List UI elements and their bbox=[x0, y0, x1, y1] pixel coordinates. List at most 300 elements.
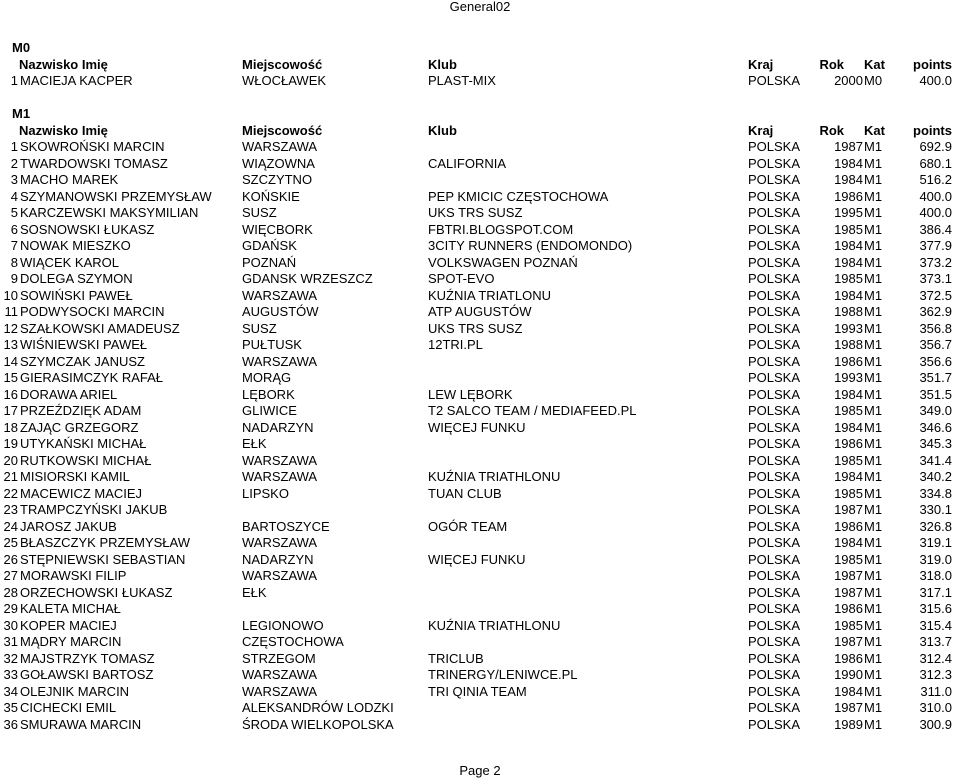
cell-club: TRINERGY/LENIWCE.PL bbox=[428, 667, 578, 682]
cell-city: LIPSKO bbox=[242, 485, 289, 501]
table-row bbox=[0, 205, 960, 222]
cell-club: OGÓR TEAM bbox=[428, 518, 508, 534]
cell-country: POLSKA bbox=[748, 221, 801, 237]
cell-name: SZYMANOWSKI PRZEMYSŁAW bbox=[20, 188, 212, 204]
cell-name: SOSNOWSKI ŁUKASZ bbox=[20, 221, 155, 237]
cell-name: NOWAK MIESZKO bbox=[20, 238, 131, 253]
cell-name: MACEWICZ MACIEJ bbox=[20, 485, 143, 501]
cell-city: WARSZAWA bbox=[242, 535, 318, 550]
table-row bbox=[0, 717, 960, 734]
cell-rank: 2 bbox=[10, 155, 18, 171]
cell-club: VOLKSWAGEN POZNAŃ bbox=[428, 254, 578, 270]
cell-club: UKS TRS SUSZ bbox=[428, 320, 523, 336]
cell-points: 311.0 bbox=[920, 683, 952, 699]
table-row bbox=[0, 288, 960, 305]
cell-name: KOPER MACIEJ bbox=[20, 617, 117, 633]
cell-rank: 20 bbox=[3, 452, 18, 468]
cell-year: 1990 bbox=[834, 667, 863, 682]
cell-country: POLSKA bbox=[748, 188, 801, 204]
cell-country: POLSKA bbox=[748, 568, 801, 583]
cell-city: PUŁTUSK bbox=[242, 337, 302, 352]
cell-rank: 33 bbox=[3, 667, 18, 682]
cell-points: 315.6 bbox=[919, 601, 952, 616]
cell-points: 346.6 bbox=[919, 419, 952, 435]
cell-points: 349.0 bbox=[919, 403, 952, 418]
cell-points: 356.6 bbox=[919, 353, 952, 369]
cell-year: 1985 bbox=[834, 452, 863, 468]
cell-city: GDANSK WRZESZCZ bbox=[242, 271, 373, 286]
cell-city: WŁOCŁAWEK bbox=[242, 73, 327, 88]
cell-rank: 6 bbox=[10, 221, 18, 237]
cell-category: M1 bbox=[864, 403, 883, 418]
cell-club: WIĘCEJ FUNKU bbox=[428, 419, 526, 435]
cell-category: M1 bbox=[864, 452, 883, 468]
cell-name: MACIEJA KACPER bbox=[20, 73, 133, 88]
cell-country: POLSKA bbox=[748, 518, 801, 534]
cell-country: POLSKA bbox=[748, 73, 801, 88]
cell-rank: 5 bbox=[10, 205, 18, 220]
cell-year: 1985 bbox=[834, 221, 863, 237]
cell-rank: 23 bbox=[3, 502, 18, 517]
cell-rank: 14 bbox=[3, 353, 18, 369]
cell-category: M1 bbox=[864, 683, 883, 699]
cell-rank: 9 bbox=[10, 271, 18, 286]
cell-country: POLSKA bbox=[748, 337, 801, 352]
cell-name: SZAŁKOWSKI AMADEUSZ bbox=[20, 320, 180, 336]
cell-points: 373.2 bbox=[919, 254, 952, 270]
cell-club: WIĘCEJ FUNKU bbox=[428, 551, 526, 567]
table-row bbox=[0, 420, 960, 437]
cell-country: POLSKA bbox=[748, 238, 801, 253]
cell-city: SUSZ bbox=[242, 320, 277, 336]
cell-rank: 32 bbox=[3, 650, 18, 666]
cell-club: LEW LĘBORK bbox=[428, 386, 513, 402]
cell-category: M1 bbox=[864, 436, 883, 451]
table-row bbox=[0, 502, 960, 519]
cell-country: POLSKA bbox=[748, 370, 801, 385]
cell-city: LEGIONOWO bbox=[242, 617, 324, 633]
cell-name: ZAJĄC GRZEGORZ bbox=[20, 419, 139, 435]
cell-points: 373.1 bbox=[919, 271, 952, 286]
cell-country: POLSKA bbox=[748, 584, 801, 600]
table-row bbox=[0, 568, 960, 585]
cell-city: WARSZAWA bbox=[242, 353, 318, 369]
cell-points: 317.1 bbox=[919, 584, 952, 600]
cell-year: 1987 bbox=[834, 634, 863, 649]
cell-category: M1 bbox=[864, 601, 883, 616]
document-title: General02 bbox=[449, 0, 511, 14]
cell-year: 1985 bbox=[834, 271, 863, 286]
cell-category: M1 bbox=[864, 469, 883, 484]
table-row bbox=[0, 486, 960, 503]
cell-name: WIĄCEK KAROL bbox=[20, 254, 119, 270]
cell-category: M1 bbox=[864, 320, 883, 336]
cell-rank: 25 bbox=[3, 535, 18, 550]
cell-points: 312.3 bbox=[919, 667, 952, 682]
cell-year: 1984 bbox=[834, 155, 863, 171]
cell-rank: 19 bbox=[3, 436, 18, 451]
cell-points: 680.1 bbox=[919, 155, 952, 171]
cell-rank: 11 bbox=[4, 304, 18, 319]
cell-points: 313.7 bbox=[919, 634, 952, 649]
cell-country: POLSKA bbox=[748, 287, 801, 303]
table-row bbox=[0, 321, 960, 338]
cell-category: M1 bbox=[864, 238, 883, 253]
cell-city: WARSZAWA bbox=[242, 683, 318, 699]
table-row bbox=[0, 73, 960, 90]
cell-category: M1 bbox=[864, 205, 883, 220]
cell-category: M1 bbox=[864, 271, 883, 286]
cell-name: MAJSTRZYK TOMASZ bbox=[20, 650, 155, 666]
cell-year: 1984 bbox=[834, 419, 863, 435]
cell-year: 1986 bbox=[834, 518, 863, 534]
cell-points: 351.5 bbox=[919, 386, 952, 402]
column-header-club: Klub bbox=[428, 122, 457, 138]
table-row bbox=[0, 370, 960, 387]
cell-rank: 21 bbox=[3, 469, 18, 484]
cell-rank: 24 bbox=[3, 518, 18, 534]
section-title: M1 bbox=[12, 106, 31, 121]
table-row bbox=[0, 469, 960, 486]
cell-club: KUŹNIA TRIATLONU bbox=[428, 287, 552, 303]
cell-country: POLSKA bbox=[748, 617, 801, 633]
table-row bbox=[0, 618, 960, 635]
cell-year: 1986 bbox=[834, 436, 863, 451]
cell-country: POLSKA bbox=[748, 271, 801, 286]
cell-city: WARSZAWA bbox=[242, 287, 318, 303]
column-header-cat: Kat bbox=[864, 122, 885, 138]
cell-year: 1986 bbox=[834, 650, 863, 666]
cell-rank: 4 bbox=[10, 188, 18, 204]
cell-points: 377.9 bbox=[919, 238, 952, 253]
cell-club: TUAN CLUB bbox=[428, 485, 502, 501]
cell-rank: 1 bbox=[10, 73, 18, 88]
cell-year: 1987 bbox=[834, 502, 863, 517]
column-header-row bbox=[0, 123, 960, 140]
cell-points: 400.0 bbox=[919, 73, 952, 88]
cell-year: 1987 bbox=[834, 700, 863, 715]
cell-club: 12TRI.PL bbox=[428, 337, 483, 352]
cell-category: M1 bbox=[864, 337, 883, 352]
cell-country: POLSKA bbox=[748, 403, 801, 418]
column-header-cat: Kat bbox=[864, 56, 885, 72]
cell-category: M0 bbox=[864, 73, 883, 88]
cell-category: M1 bbox=[864, 700, 883, 715]
cell-year: 1986 bbox=[834, 188, 863, 204]
cell-year: 1987 bbox=[834, 139, 863, 154]
cell-year: 1984 bbox=[834, 238, 863, 253]
table-row bbox=[0, 651, 960, 668]
cell-year: 1989 bbox=[834, 716, 863, 732]
cell-rank: 8 bbox=[10, 254, 18, 270]
cell-country: POLSKA bbox=[748, 634, 801, 649]
cell-name: MORAWSKI FILIP bbox=[20, 568, 127, 583]
cell-points: 400.0 bbox=[919, 205, 952, 220]
cell-points: 386.4 bbox=[919, 221, 952, 237]
cell-name: MACHO MAREK bbox=[20, 172, 119, 187]
cell-name: MISIORSKI KAMIL bbox=[20, 469, 130, 484]
cell-city: SZCZYTNO bbox=[242, 172, 313, 187]
cell-points: 319.1 bbox=[919, 535, 952, 550]
cell-points: 326.8 bbox=[919, 518, 952, 534]
column-header-year: Rok bbox=[819, 56, 844, 72]
cell-category: M1 bbox=[864, 518, 883, 534]
page-footer: Page 2 bbox=[459, 763, 501, 778]
cell-name: GIERASIMCZYK RAFAŁ bbox=[20, 370, 164, 385]
cell-club: 3CITY RUNNERS (ENDOMONDO) bbox=[428, 238, 633, 253]
cell-year: 1984 bbox=[834, 683, 863, 699]
table-row bbox=[0, 172, 960, 189]
cell-name: CICHECKI EMIL bbox=[20, 700, 117, 715]
cell-rank: 35 bbox=[3, 700, 18, 715]
cell-points: 334.8 bbox=[919, 485, 952, 501]
cell-category: M1 bbox=[864, 304, 883, 319]
cell-name: RUTKOWSKI MICHAŁ bbox=[20, 452, 152, 468]
cell-category: M1 bbox=[864, 502, 883, 517]
section-title: M0 bbox=[12, 40, 31, 55]
cell-country: POLSKA bbox=[748, 172, 801, 187]
cell-city: MORĄG bbox=[242, 370, 292, 385]
cell-points: 345.3 bbox=[919, 436, 952, 451]
cell-category: M1 bbox=[864, 139, 883, 154]
cell-country: POLSKA bbox=[748, 436, 801, 451]
cell-name: SZYMCZAK JANUSZ bbox=[20, 353, 145, 369]
cell-name: UTYKAŃSKI MICHAŁ bbox=[20, 436, 147, 451]
cell-rank: 22 bbox=[3, 485, 18, 501]
cell-city: AUGUSTÓW bbox=[242, 304, 319, 319]
cell-club: SPOT-EVO bbox=[428, 271, 495, 286]
cell-city: WARSZAWA bbox=[242, 568, 318, 583]
table-row bbox=[0, 552, 960, 569]
cell-club: FBTRI.BLOGSPOT.COM bbox=[428, 221, 574, 237]
cell-rank: 15 bbox=[3, 370, 18, 385]
cell-city: ŚRODA WIELKOPOLSKA bbox=[242, 716, 394, 732]
cell-points: 318.0 bbox=[919, 568, 952, 583]
column-header-year: Rok bbox=[819, 122, 844, 138]
table-row bbox=[0, 667, 960, 684]
cell-category: M1 bbox=[864, 568, 883, 583]
cell-year: 1985 bbox=[834, 485, 863, 501]
cell-year: 1988 bbox=[834, 304, 863, 319]
cell-club: KUŹNIA TRIATHLONU bbox=[428, 617, 561, 633]
column-header-row bbox=[0, 57, 960, 74]
cell-city: WARSZAWA bbox=[242, 452, 318, 468]
cell-points: 310.0 bbox=[919, 700, 952, 715]
cell-points: 300.9 bbox=[919, 716, 952, 732]
table-row bbox=[0, 387, 960, 404]
cell-name: DORAWA ARIEL bbox=[20, 386, 118, 402]
column-header-name: Nazwisko Imię bbox=[19, 56, 108, 72]
cell-category: M1 bbox=[864, 188, 883, 204]
cell-year: 1984 bbox=[834, 254, 863, 270]
cell-city: WARSZAWA bbox=[242, 139, 318, 154]
results-section bbox=[0, 40, 960, 90]
cell-name: SKOWROŃSKI MARCIN bbox=[20, 139, 165, 154]
cell-points: 516.2 bbox=[919, 172, 952, 187]
cell-rank: 3 bbox=[10, 172, 18, 187]
cell-name: SMURAWA MARCIN bbox=[20, 716, 142, 732]
cell-country: POLSKA bbox=[748, 683, 801, 699]
cell-category: M1 bbox=[864, 485, 883, 501]
cell-rank: 10 bbox=[3, 287, 18, 303]
cell-country: POLSKA bbox=[748, 353, 801, 369]
table-row bbox=[0, 156, 960, 173]
cell-category: M1 bbox=[864, 551, 883, 567]
cell-category: M1 bbox=[864, 155, 883, 171]
cell-city: SUSZ bbox=[242, 205, 277, 220]
cell-country: POLSKA bbox=[748, 716, 801, 732]
cell-country: POLSKA bbox=[748, 535, 801, 550]
column-header-country: Kraj bbox=[748, 56, 774, 72]
cell-club: T2 SALCO TEAM / MEDIAFEED.PL bbox=[428, 403, 637, 418]
cell-name: TRAMPCZYŃSKI JAKUB bbox=[20, 502, 168, 517]
cell-name: JAROSZ JAKUB bbox=[20, 518, 117, 534]
cell-year: 1984 bbox=[834, 287, 863, 303]
cell-club: TRI QINIA TEAM bbox=[428, 683, 527, 699]
cell-name: DOLEGA SZYMON bbox=[20, 271, 133, 286]
cell-year: 1995 bbox=[834, 205, 863, 220]
cell-country: POLSKA bbox=[748, 650, 801, 666]
cell-year: 1984 bbox=[834, 469, 863, 484]
table-row bbox=[0, 189, 960, 206]
cell-country: POLSKA bbox=[748, 205, 801, 220]
cell-country: POLSKA bbox=[748, 452, 801, 468]
cell-points: 315.4 bbox=[919, 617, 952, 633]
table-row bbox=[0, 585, 960, 602]
results-content bbox=[0, 40, 960, 733]
cell-category: M1 bbox=[864, 386, 883, 402]
cell-rank: 27 bbox=[3, 568, 18, 583]
table-row bbox=[0, 601, 960, 618]
cell-country: POLSKA bbox=[748, 601, 801, 616]
table-row bbox=[0, 271, 960, 288]
cell-city: CZĘSTOCHOWA bbox=[242, 634, 344, 649]
cell-country: POLSKA bbox=[748, 469, 801, 484]
cell-club: UKS TRS SUSZ bbox=[428, 205, 523, 220]
cell-category: M1 bbox=[864, 419, 883, 435]
cell-city: WIĄZOWNA bbox=[242, 155, 315, 171]
cell-city: BARTOSZYCE bbox=[242, 518, 330, 534]
cell-category: M1 bbox=[864, 370, 883, 385]
table-row bbox=[0, 139, 960, 156]
cell-year: 1986 bbox=[834, 601, 863, 616]
cell-city: GLIWICE bbox=[242, 403, 297, 418]
cell-year: 1985 bbox=[834, 551, 863, 567]
table-row bbox=[0, 684, 960, 701]
cell-points: 351.7 bbox=[919, 370, 952, 385]
cell-year: 1984 bbox=[834, 386, 863, 402]
cell-club: KUŹNIA TRIATHLONU bbox=[428, 469, 561, 484]
cell-club: TRICLUB bbox=[428, 650, 484, 666]
table-row bbox=[0, 403, 960, 420]
cell-name: OLEJNIK MARCIN bbox=[20, 683, 130, 699]
cell-club: PEP KMICIC CZĘSTOCHOWA bbox=[428, 188, 609, 204]
cell-year: 1987 bbox=[834, 584, 863, 600]
column-header-points: points bbox=[913, 122, 952, 138]
cell-name: STĘPNIEWSKI SEBASTIAN bbox=[20, 551, 186, 567]
column-header-name: Nazwisko Imię bbox=[19, 122, 108, 138]
cell-points: 340.2 bbox=[919, 469, 952, 484]
cell-year: 1985 bbox=[834, 617, 863, 633]
cell-year: 1993 bbox=[834, 370, 863, 385]
cell-city: WARSZAWA bbox=[242, 667, 318, 682]
cell-year: 1993 bbox=[834, 320, 863, 336]
cell-year: 1987 bbox=[834, 568, 863, 583]
cell-city: WIĘCBORK bbox=[242, 221, 313, 237]
column-header-points: points bbox=[913, 56, 952, 72]
cell-club: CALIFORNIA bbox=[428, 155, 507, 171]
cell-year: 2000 bbox=[834, 73, 863, 88]
cell-rank: 29 bbox=[3, 601, 18, 616]
cell-points: 356.7 bbox=[919, 337, 952, 352]
column-header-club: Klub bbox=[428, 56, 457, 72]
cell-rank: 16 bbox=[3, 386, 18, 402]
cell-points: 312.4 bbox=[919, 650, 952, 666]
cell-country: POLSKA bbox=[748, 419, 801, 435]
cell-name: BŁASZCZYK PRZEMYSŁAW bbox=[20, 535, 190, 550]
cell-name: ORZECHOWSKI ŁUKASZ bbox=[20, 584, 173, 600]
cell-rank: 34 bbox=[3, 683, 18, 699]
cell-points: 319.0 bbox=[919, 551, 952, 567]
cell-year: 1984 bbox=[834, 172, 863, 187]
cell-points: 330.1 bbox=[919, 502, 952, 517]
cell-city: POZNAŃ bbox=[242, 254, 297, 270]
cell-city: STRZEGOM bbox=[242, 650, 316, 666]
cell-city: NADARZYN bbox=[242, 551, 314, 567]
cell-points: 372.5 bbox=[919, 287, 952, 303]
cell-country: POLSKA bbox=[748, 320, 801, 336]
cell-category: M1 bbox=[864, 535, 883, 550]
cell-city: NADARZYN bbox=[242, 419, 314, 435]
table-row bbox=[0, 519, 960, 536]
cell-points: 356.8 bbox=[919, 320, 952, 336]
column-header-city: Miejscowość bbox=[242, 56, 323, 72]
cell-category: M1 bbox=[864, 617, 883, 633]
cell-rank: 28 bbox=[3, 584, 18, 600]
column-header-country: Kraj bbox=[748, 122, 774, 138]
cell-rank: 31 bbox=[3, 634, 18, 649]
cell-country: POLSKA bbox=[748, 667, 801, 682]
cell-country: POLSKA bbox=[748, 386, 801, 402]
column-header-city: Miejscowość bbox=[242, 122, 323, 138]
cell-rank: 26 bbox=[3, 551, 18, 567]
cell-city: WARSZAWA bbox=[242, 469, 318, 484]
cell-name: KARCZEWSKI MAKSYMILIAN bbox=[20, 205, 199, 220]
cell-name: PODWYSOCKI MARCIN bbox=[20, 304, 165, 319]
cell-city: KOŃSKIE bbox=[242, 188, 300, 204]
cell-category: M1 bbox=[864, 650, 883, 666]
cell-name: SOWIŃSKI PAWEŁ bbox=[20, 287, 133, 303]
results-section bbox=[0, 106, 960, 733]
table-row bbox=[0, 255, 960, 272]
cell-year: 1984 bbox=[834, 535, 863, 550]
cell-category: M1 bbox=[864, 287, 883, 303]
cell-category: M1 bbox=[864, 667, 883, 682]
cell-name: MĄDRY MARCIN bbox=[20, 634, 122, 649]
table-row bbox=[0, 453, 960, 470]
cell-points: 400.0 bbox=[919, 188, 952, 204]
cell-rank: 12 bbox=[3, 320, 18, 336]
cell-name: GOŁAWSKI BARTOSZ bbox=[20, 667, 154, 682]
cell-points: 341.4 bbox=[919, 452, 952, 468]
cell-city: ALEKSANDRÓW LODZKI bbox=[242, 700, 394, 715]
cell-city: LĘBORK bbox=[242, 386, 295, 402]
cell-country: POLSKA bbox=[748, 304, 801, 319]
cell-city: EŁK bbox=[242, 584, 267, 600]
cell-rank: 1 bbox=[10, 139, 18, 154]
cell-rank: 7 bbox=[10, 238, 18, 253]
cell-country: POLSKA bbox=[748, 700, 801, 715]
